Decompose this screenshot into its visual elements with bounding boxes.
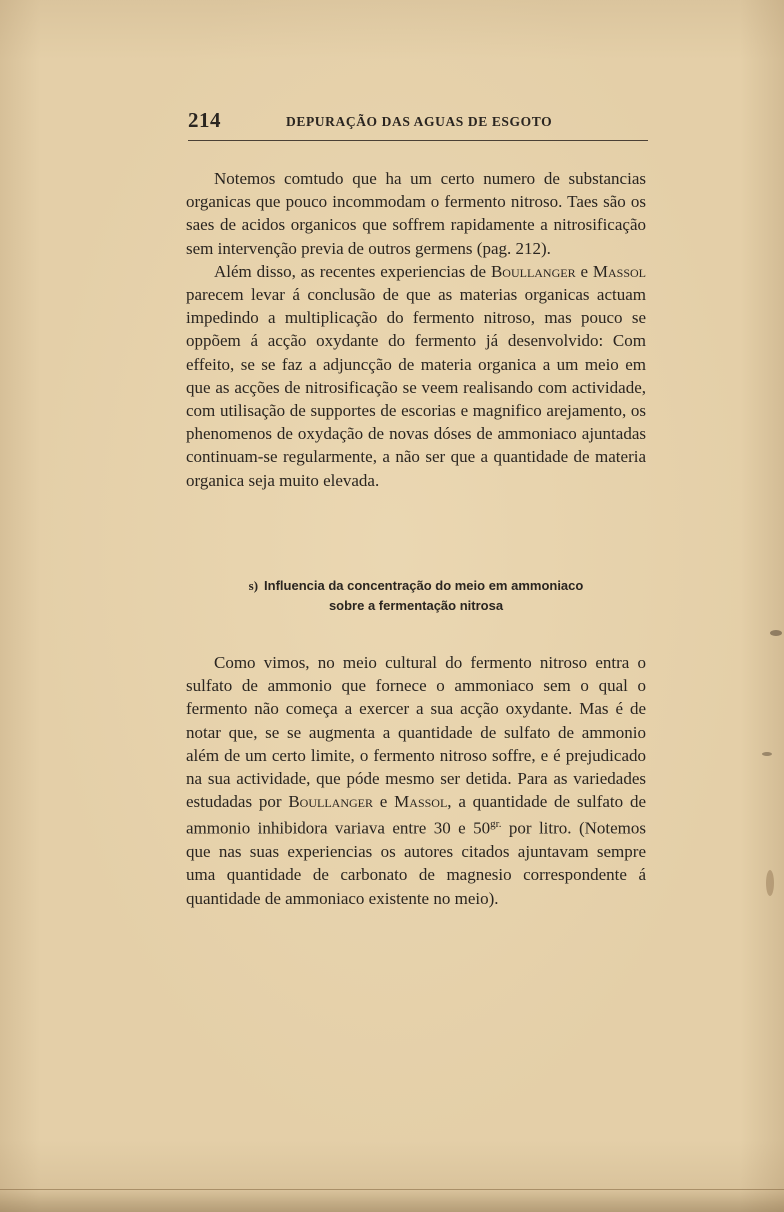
page-header — [188, 108, 648, 141]
section-title-line-1: Influencia da concentração do meio em ammoniaco — [264, 578, 584, 593]
text-block-bottom — [186, 651, 646, 910]
paper-stain — [766, 870, 774, 896]
author-name: Massol — [592, 261, 647, 281]
paragraph-2: Além disso, as recentes experiencias de Boullanger e Massol parecem levar á conclusão de que as materias organicas actuam impedindo a multiplicação do fermento nitroso, mas pouco se oppõem á acção oxydante do fermento já desenvolvido: Com effeito, se se faz a adjuncção de materia organica a um meio em que as acções de nitrosificação se veem realisando com actividade, com utilisação de supportes de escorias e magnifico arejamento, os phenomenos de oxydação de novas dóses de ammoniaco ajuntadas continuam-se regularmente, a não ser que a quantidade de materia organica seja muito elevada. — [186, 261, 647, 490]
paper-stain — [762, 752, 772, 756]
text-block-top — [186, 167, 646, 492]
section-title-line-2: sobre a fermentação nitrosa — [328, 598, 504, 613]
section-heading — [186, 576, 646, 616]
paragraph-1: Notemos comtudo que ha um certo numero de substancias organicas que pouco incommodam o fermento nitroso. Taes são os saes de acidos organicos que soffrem rapidamente a nitrosificação sem intervenção previa de outros germens (pag. 212). — [186, 169, 646, 258]
author-name: Massol — [394, 792, 448, 812]
author-name: Boullanger — [288, 792, 374, 812]
author-name: Boullanger — [490, 261, 576, 281]
section-marker: s) — [248, 578, 259, 593]
unit-superscript: gr. — [490, 818, 502, 831]
page-bottom-edge — [0, 1189, 784, 1212]
page-number: 214 — [188, 108, 221, 132]
running-title: DEPURAÇÃO DAS AGUAS DE ESGOTO — [286, 114, 553, 129]
paper-stain — [770, 630, 782, 636]
paragraph-3: Como vimos, no meio cultural do fermento nitroso entra o sulfato de ammonio que fornece o ammoniaco sem o qual o fermento não começa a exercer a sua acção oxydante. Mas é de notar que, se se augmenta a quantidade de sulfato de ammonio além de um certo limite, o fermento nitroso soffre, e é prejudicado na sua actividade, que póde mesmo ser detida. Para as variedades estudadas por Boullanger e Massol, a quantidade de sulfato de ammonio inhibidora variava entre 30 e $50^{gr.}$ por litro. (Notemos que nas suas experiencias os autores citados ajuntavam sempre uma quantidade de carbonato de magnesio correspondente á quantidade de ammoniaco existente no meio). — [186, 653, 646, 908]
